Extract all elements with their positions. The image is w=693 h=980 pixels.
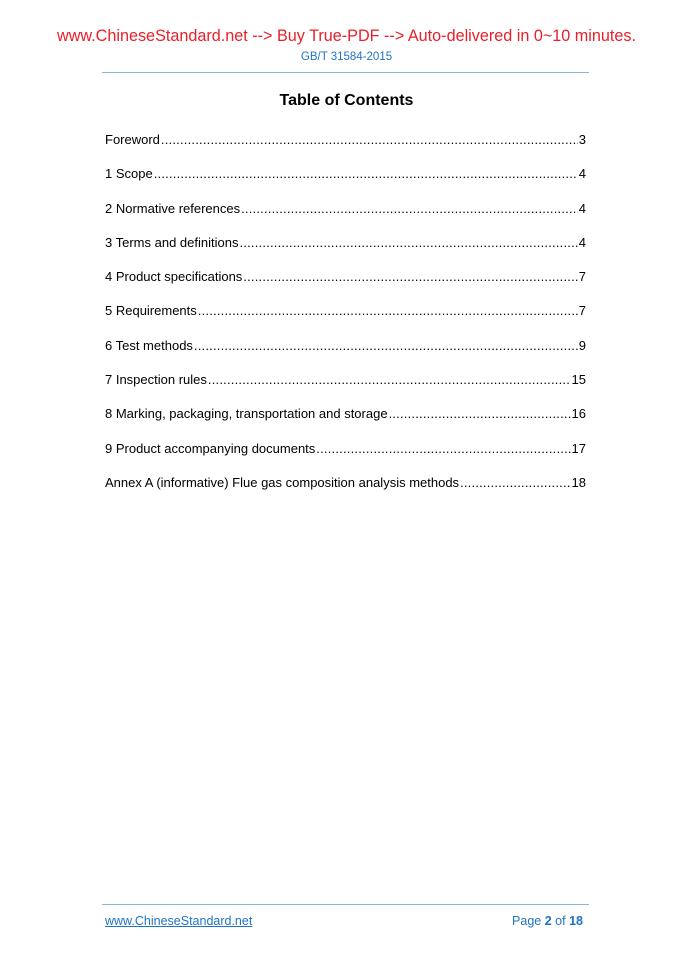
current-page-number: 2 <box>544 914 552 928</box>
toc-dot-leader <box>194 338 578 354</box>
toc-entry-page: 7 <box>578 269 586 285</box>
toc-entry-label: 5 Requirements <box>105 303 197 319</box>
toc-entry-inspection-rules[interactable] <box>105 372 586 406</box>
toc-entry-test-methods[interactable] <box>105 338 586 372</box>
toc-entry-requirements[interactable] <box>105 303 586 337</box>
table-of-contents <box>105 132 586 509</box>
page-separator: of <box>555 914 566 928</box>
toc-entry-accompanying-documents[interactable] <box>105 441 586 475</box>
total-pages-number: 18 <box>569 914 583 928</box>
toc-entry-page: 17 <box>571 440 586 456</box>
toc-dot-leader <box>208 372 571 388</box>
toc-entry-page: 9 <box>578 337 586 353</box>
toc-entry-page: 3 <box>578 132 586 147</box>
toc-dot-leader <box>241 201 578 217</box>
toc-entry-label: 8 Marking, packaging, transportation and storage <box>105 406 388 422</box>
toc-entry-page: 16 <box>571 406 586 422</box>
header-banner: www.ChineseStandard.net --> Buy True-PDF --> Auto-delivered in 0~10 minutes. <box>57 27 636 45</box>
toc-entry-marking-packaging[interactable] <box>105 406 586 440</box>
toc-entry-label: 2 Normative references <box>105 200 241 216</box>
toc-entry-page: 4 <box>578 234 586 250</box>
toc-dot-leader <box>161 132 578 148</box>
toc-entry-label: 3 Terms and definitions <box>105 234 239 250</box>
toc-entry-page: 15 <box>571 372 586 388</box>
toc-entry-annex-a[interactable] <box>105 475 586 509</box>
toc-entry-label: Foreword <box>105 132 160 147</box>
toc-dot-leader <box>198 303 578 319</box>
toc-entry-scope[interactable] <box>105 166 586 200</box>
toc-dot-leader <box>316 441 570 457</box>
toc-dot-leader <box>389 406 571 422</box>
page-prefix: Page <box>512 914 542 928</box>
toc-dot-leader <box>154 166 578 182</box>
toc-entry-label: 4 Product specifications <box>105 269 243 285</box>
toc-entry-normative-references[interactable] <box>105 201 586 235</box>
toc-entry-terms-and-definitions[interactable] <box>105 235 586 269</box>
toc-entry-page: 4 <box>578 200 586 216</box>
toc-entry-label: 6 Test methods <box>105 337 193 353</box>
toc-entry-page: 18 <box>571 474 586 490</box>
toc-entry-label: Annex A (informative) Flue gas composition analysis methods <box>105 474 460 490</box>
page-title: Table of Contents <box>279 92 414 109</box>
toc-entry-label: 9 Product accompanying documents <box>105 440 316 456</box>
footer-page-indicator <box>512 914 583 928</box>
toc-entry-label: 1 Scope <box>105 166 153 182</box>
footer-website-link[interactable]: www.ChineseStandard.net <box>105 914 253 928</box>
toc-entry-page: 4 <box>578 166 586 182</box>
toc-entry-page: 7 <box>578 303 586 319</box>
footer-divider <box>102 904 589 905</box>
standard-number: GB/T 31584-2015 <box>300 51 393 63</box>
toc-dot-leader <box>239 235 577 251</box>
toc-dot-leader <box>243 269 577 285</box>
header-divider <box>102 72 589 73</box>
toc-entry-product-specifications[interactable] <box>105 269 586 303</box>
toc-entry-foreword[interactable] <box>105 132 586 166</box>
toc-dot-leader <box>460 475 570 491</box>
toc-entry-label: 7 Inspection rules <box>105 372 207 388</box>
